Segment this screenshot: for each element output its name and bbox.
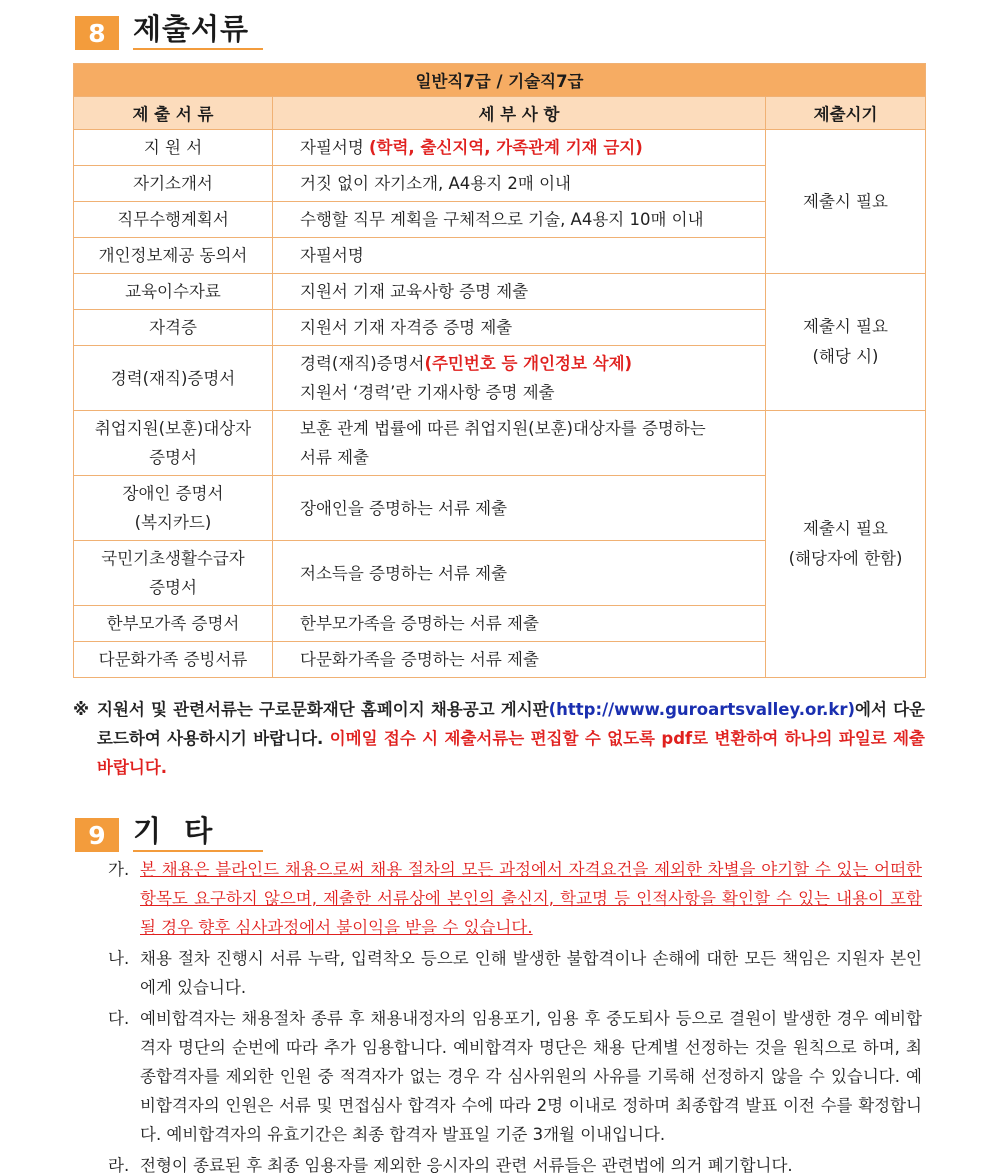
submission-timing-cell — [766, 130, 926, 274]
document-name-line: 자격증 — [149, 318, 197, 337]
submission-timing-line: (해당 시) — [812, 347, 879, 366]
document-name-cell — [74, 166, 273, 202]
detail-text: 장애인을 증명하는 서류 제출 — [300, 498, 508, 518]
document-name-line: 증명서 — [149, 448, 197, 467]
note-mark: ※ — [73, 700, 90, 719]
note-text-2: 에서 다운로드하여 사용하시기 바랍니다. — [97, 700, 925, 748]
document-name-line: 한부모가족 증명서 — [106, 614, 240, 633]
document-name-cell — [74, 411, 273, 476]
documents-table-body — [74, 64, 926, 678]
submission-timing-line: (해당자에 한함) — [788, 549, 903, 568]
table-top-header: 일반직7급 / 기술직7급 — [74, 64, 926, 97]
document-name-cell — [74, 606, 273, 642]
detail-warning-text: (학력, 출신지역, 가족관계 기재 금지) — [369, 138, 643, 157]
detail-cell — [273, 274, 766, 310]
detail-line — [300, 133, 755, 162]
detail-cell — [273, 166, 766, 202]
list-item-text: 예비합격자는 채용절차 종류 후 채용내정자의 임용포기, 임용 후 중도퇴사 등으로 결원이 발생한 경우 예비합격자 명단의 순번에 따라 추가 임용합니다. 예비합격자 명단은 채용 단계별 선정하는 것을 원칙으로 하며, 최종합격자를 제외한 인원 중 적격자가 없는 경우 각 심사위원의 사유를 기록해 선정하지 않을 수 있습니다. 예비합격자의 인원은 서류 및 면접심사 합격자 수에 따라 2명 이내로 정하며 최종합격 발표 이전 수를 확정합니다. 예비합격자의 유효기간은 최종 합격자 발표일 기준 3개월 이내입니다. — [140, 1009, 922, 1144]
detail-text: 서류 제출 — [300, 448, 370, 467]
detail-cell — [273, 476, 766, 541]
detail-line — [300, 378, 755, 407]
detail-text: 한부모가족을 증명하는 서류 제출 — [300, 614, 539, 633]
section-9-heading — [75, 812, 263, 852]
table-row — [74, 274, 926, 310]
detail-cell — [273, 202, 766, 238]
documents-table — [73, 63, 926, 678]
detail-text: 경력(재직)증명서 — [300, 354, 425, 373]
detail-text: 다문화가족을 증명하는 서류 제출 — [300, 650, 539, 669]
detail-line — [300, 494, 755, 523]
table-top-header-row — [74, 64, 926, 97]
document-name-line: 증명서 — [149, 578, 197, 597]
document-name-line: 장애인 증명서 — [122, 484, 224, 503]
table-row — [74, 130, 926, 166]
detail-text: 저소득을 증명하는 서류 제출 — [300, 563, 508, 583]
detail-text: 보훈 관계 법률에 따른 취업지원(보훈)대상자를 증명하는 — [300, 419, 706, 438]
column-header-when: 제출시기 — [766, 97, 926, 130]
detail-cell — [273, 130, 766, 166]
document-name-line: 다문화가족 증빙서류 — [98, 650, 248, 669]
note-text-1: 지원서 및 관련서류는 구로문화재단 홈페이지 채용공고 게시판 — [97, 700, 549, 719]
detail-text: 지원서 기재 자격증 증명 제출 — [300, 318, 513, 337]
list-item-label: 다. — [108, 1009, 130, 1028]
document-name-line: 취업지원(보훈)대상자 — [94, 419, 252, 438]
document-name-cell — [74, 642, 273, 678]
other-items-list — [108, 855, 922, 1175]
submission-timing-cell — [766, 274, 926, 411]
section-title: 제출서류 — [133, 12, 263, 50]
detail-line — [300, 277, 755, 306]
column-header-doc: 제 출 서 류 — [74, 97, 273, 130]
document-name-cell — [74, 202, 273, 238]
section-8-heading — [75, 10, 263, 50]
detail-text: 자필서명 — [300, 246, 364, 265]
detail-text: 자필서명 — [300, 138, 370, 157]
detail-line — [300, 414, 755, 443]
detail-line — [300, 645, 755, 674]
detail-cell — [273, 606, 766, 642]
submission-timing-line: 제출시 필요 — [803, 519, 888, 538]
list-item — [108, 855, 922, 942]
document-name-cell — [74, 310, 273, 346]
detail-line — [300, 609, 755, 638]
table-column-header-row — [74, 97, 926, 130]
document-name-line: 국민기초생활수급자 — [101, 549, 245, 568]
detail-text: 지원서 기재 교육사항 증명 제출 — [300, 282, 529, 301]
document-name-cell — [74, 476, 273, 541]
detail-line — [300, 241, 755, 270]
list-item — [108, 1151, 922, 1175]
note-body — [97, 695, 925, 782]
detail-text: 지원서 ‘경력’란 기재사항 증명 제출 — [300, 383, 555, 402]
detail-line — [300, 559, 755, 588]
submission-note — [73, 695, 925, 782]
detail-line — [300, 169, 755, 198]
submission-timing-line: 제출시 필요 — [803, 191, 888, 211]
document-name-line: 지 원 서 — [143, 138, 203, 157]
list-item-label: 나. — [108, 949, 130, 968]
document-name-line: 교육이수자료 — [125, 282, 221, 301]
document-name-line: 경력(재직)증명서 — [110, 368, 236, 388]
detail-cell — [273, 642, 766, 678]
document-name-line: (복지카드) — [134, 513, 212, 532]
document-name-cell — [74, 541, 273, 606]
list-item-text: 채용 절차 진행시 서류 누락, 입력착오 등으로 인해 발생한 불합격이나 손해에 대한 모든 책임은 지원자 본인에게 있습니다. — [140, 949, 922, 997]
detail-cell — [273, 346, 766, 411]
column-header-detail: 세 부 사 항 — [273, 97, 766, 130]
detail-text: 수행할 직무 계획을 구체적으로 기술, A4용지 10매 이내 — [300, 210, 704, 229]
list-item — [108, 1004, 922, 1149]
submission-timing-line: 제출시 필요 — [803, 317, 888, 336]
note-warning: 이메일 접수 시 제출서류는 편집할 수 없도록 pdf로 변환하여 하나의 파일로 제출바랍니다. — [97, 729, 925, 777]
detail-text: 거짓 없이 자기소개, A4용지 2매 이내 — [300, 174, 571, 193]
document-name-line: 자기소개서 — [133, 174, 213, 193]
document-name-cell — [74, 238, 273, 274]
list-item-text: 전형이 종료된 후 최종 임용자를 제외한 응시자의 관련 서류들은 관련법에 의거 폐기합니다. — [140, 1156, 793, 1175]
submission-timing-cell — [766, 411, 926, 678]
detail-cell — [273, 541, 766, 606]
detail-line — [300, 349, 755, 378]
section-number: 8 — [75, 16, 119, 50]
detail-line — [300, 313, 755, 342]
list-item-text: 본 채용은 블라인드 채용으로써 채용 절차의 모든 과정에서 자격요건을 제외한 차별을 야기할 수 있는 어떠한 항목도 요구하지 않으며, 제출한 서류상에 본인의 출신지, 학교명 등 인적사항을 확인할 수 있는 내용이 포함될 경우 향후 심사과정에서 불이익을 받을 수 있습니다. — [140, 860, 922, 937]
section-title: 기 타 — [133, 814, 263, 852]
list-item — [108, 944, 922, 1002]
homepage-url: (http://www.guroartsvalley.or.kr) — [548, 700, 856, 719]
list-item-label: 가. — [108, 860, 130, 879]
detail-line — [300, 443, 755, 472]
detail-cell — [273, 238, 766, 274]
document-name-line: 개인정보제공 동의서 — [98, 246, 248, 265]
document-name-cell — [74, 274, 273, 310]
document-name-cell — [74, 346, 273, 411]
table-row — [74, 411, 926, 476]
document-name-cell — [74, 130, 273, 166]
section-number: 9 — [75, 818, 119, 852]
document-name-line: 직무수행계획서 — [117, 210, 229, 229]
detail-cell — [273, 411, 766, 476]
detail-line — [300, 205, 755, 234]
list-item-label: 라. — [108, 1156, 130, 1175]
detail-warning-text: (주민번호 등 개인정보 삭제) — [424, 354, 633, 373]
detail-cell — [273, 310, 766, 346]
